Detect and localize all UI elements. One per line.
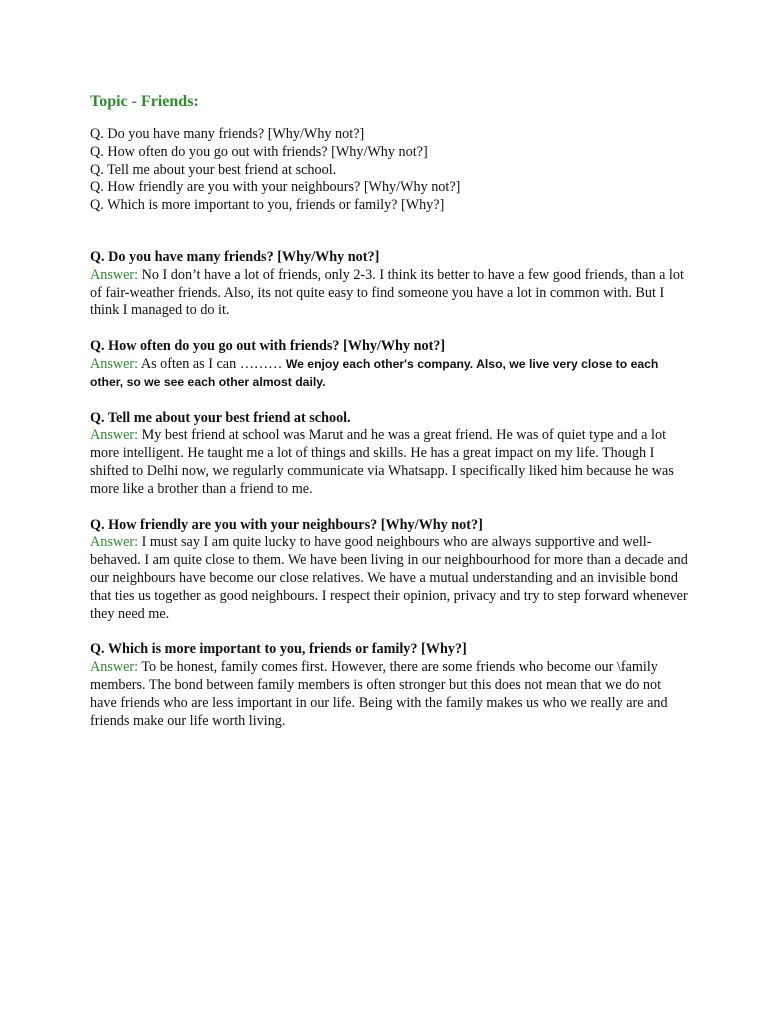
qa-block-neighbours	[90, 517, 690, 624]
qa-question: Q. Which is more important to you, friends or family? [Why?]	[90, 641, 467, 658]
answer-text: To be honest, family comes first. However, there are some friends who become our \family members. The bond between family members is often stronger but this does not mean that we do not have friends who are less important in our life. Being with the family makes us who we really are and friends make our life worth living.	[90, 659, 668, 729]
qa-answer	[90, 267, 690, 320]
question-list-item: Q. How friendly are you with your neighbours? [Why/Why not?]	[90, 179, 461, 196]
qa-block-go-out	[90, 338, 690, 391]
qa-answer	[90, 356, 690, 392]
qa-block-many-friends	[90, 249, 690, 320]
answer-label: Answer:	[90, 355, 139, 372]
qa-block-best-friend	[90, 410, 690, 499]
answer-label: Answer:	[90, 427, 139, 444]
answer-text: I must say I am quite lucky to have good neighbours who are always supportive and well-behaved. I am quite close to them. We have been living in our neighbourhood for more than a decade and our neighbours have become our close relatives. We have a mutual understanding and an invisible bond that ties us together as good neighbours. I respect their opinion, privacy and try to step forward whenever they need me.	[90, 534, 688, 622]
answer-label: Answer:	[90, 534, 139, 551]
document-page	[90, 92, 690, 748]
answer-text-bold: We enjoy each other's company. Also, we live very close to each other, so we see each other almost daily.	[90, 356, 659, 389]
answer-text: My best friend at school was Marut and he was a great friend. He was of quiet type and a lot more intelligent. He taught me a lot of things and skills. He has a great impact on my life. Though I shifted to Delhi now, we regularly communicate via Whatsapp. I specifically liked him because he was more like a brother than a friend to me.	[90, 427, 674, 497]
qa-question: Q. Do you have many friends? [Why/Why not?]	[90, 248, 380, 265]
qa-question: Q. How friendly are you with your neighbours? [Why/Why not?]	[90, 516, 483, 533]
qa-answer	[90, 659, 690, 730]
question-list-item: Q. Do you have many friends? [Why/Why not?]	[90, 126, 365, 142]
answer-label: Answer:	[90, 659, 139, 676]
question-list-item: Q. Which is more important to you, friends or family? [Why?]	[90, 197, 445, 214]
qa-question: Q. Tell me about your best friend at school.	[90, 409, 351, 426]
qa-block-friends-or-family	[90, 641, 690, 730]
question-list	[90, 126, 690, 215]
qa-question: Q. How often do you go out with friends? [Why/Why not?]	[90, 338, 446, 355]
answer-label: Answer:	[90, 266, 139, 283]
qa-answer	[90, 534, 690, 623]
answer-text: No I don’t have a lot of friends, only 2-3. I think its better to have a few good friends, than a lot of fair-weather friends. Also, its not quite easy to find someone you have a lot in common with. But I think I managed to do it.	[90, 266, 684, 319]
topic-title: Topic - Friends:	[90, 93, 199, 110]
answer-text: As often as I can ………	[140, 355, 283, 372]
question-list-item: Q. How often do you go out with friends? [Why/Why not?]	[90, 143, 428, 160]
question-list-item: Q. Tell me about your best friend at school.	[90, 161, 337, 178]
qa-answer	[90, 427, 690, 498]
